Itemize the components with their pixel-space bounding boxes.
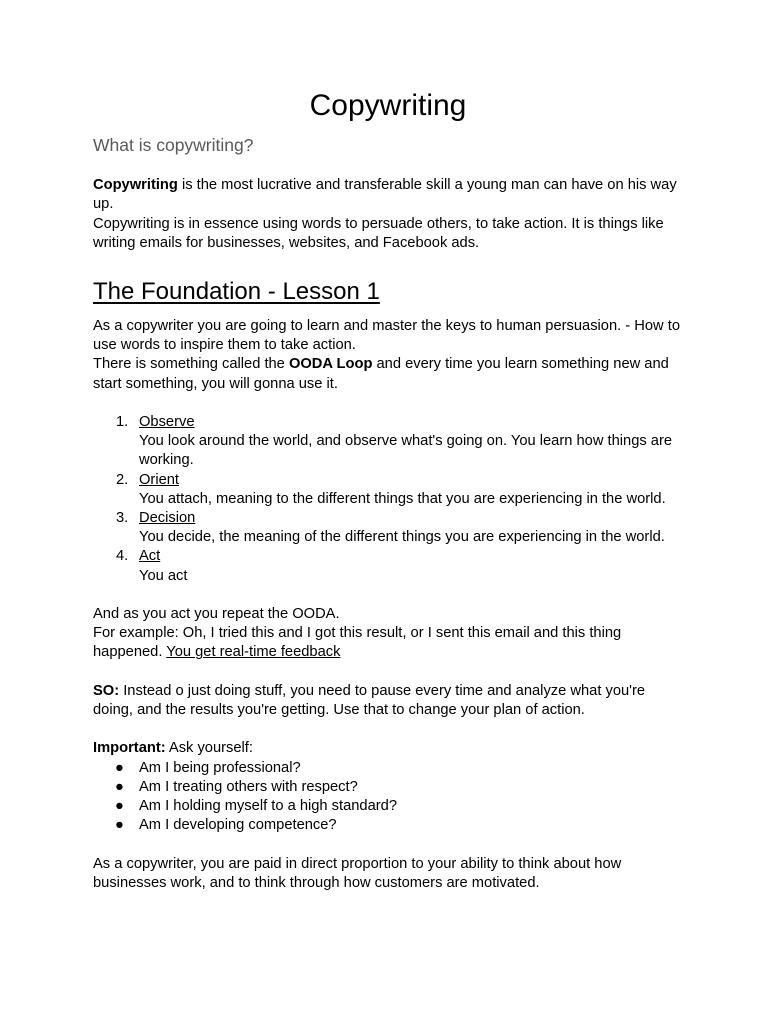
step-name: Observe bbox=[139, 414, 195, 430]
list-number: 4. bbox=[116, 548, 129, 565]
step-name: Orient bbox=[139, 471, 179, 488]
step-description: You look around the world, and observe what's going on. You learn how things are working. bbox=[139, 433, 673, 469]
list-item-text: Am I treating others with respect? bbox=[139, 778, 358, 795]
document-subtitle: What is copywriting? bbox=[93, 135, 254, 155]
list-item-text: Am I being professional? bbox=[139, 759, 301, 776]
list-item bbox=[115, 816, 683, 835]
bullet-icon: ● bbox=[115, 817, 124, 834]
document-title: Copywriting bbox=[309, 89, 467, 122]
spacer bbox=[93, 586, 683, 605]
so-paragraph bbox=[93, 682, 683, 720]
lesson-p2-after: and every time you learn something new and start something, you will gonna use it. bbox=[93, 356, 669, 392]
repeat-example-text: For example: Oh, I tried this and I got this result, or I sent this email and this thing happened. bbox=[93, 625, 622, 661]
lesson-paragraph-1: As a copywriter you are going to learn and master the keys to human persuasion. - How to use words to inspire them to take action. bbox=[93, 318, 680, 354]
document-page bbox=[93, 84, 683, 893]
step-description: You act bbox=[139, 567, 188, 584]
spacer bbox=[93, 720, 683, 739]
intro-paragraph-2: Copywriting is in essence using words to persuade others, to take action. It is things like writing emails for businesses, websites, and Facebook ads. bbox=[93, 215, 664, 251]
spacer bbox=[93, 157, 683, 176]
ooda-steps-list bbox=[93, 413, 683, 586]
list-item-text: Am I holding myself to a high standard? bbox=[139, 798, 397, 815]
ooda-loop-term: OODA Loop bbox=[288, 356, 373, 373]
ooda-step-orient bbox=[116, 471, 683, 509]
spacer bbox=[93, 663, 683, 682]
self-check-list bbox=[93, 759, 683, 836]
step-name: Act bbox=[139, 548, 161, 565]
step-description: You attach, meaning to the different things that you are experiencing in the world. bbox=[139, 490, 666, 507]
intro-bold-lead: Copywriting bbox=[93, 177, 178, 194]
ooda-step-observe bbox=[116, 413, 683, 471]
intro-paragraph-1 bbox=[93, 176, 683, 214]
bullet-icon: ● bbox=[115, 798, 124, 815]
spacer bbox=[93, 394, 683, 413]
list-item-text: Am I developing competence? bbox=[139, 817, 337, 834]
important-paragraph bbox=[93, 739, 683, 758]
realtime-feedback-text: You get real-time feedback bbox=[166, 644, 341, 661]
list-number: 2. bbox=[116, 471, 129, 488]
ooda-step-act bbox=[116, 547, 683, 585]
repeat-paragraph-2 bbox=[93, 624, 683, 662]
step-name: Decision bbox=[139, 510, 196, 527]
spacer bbox=[93, 835, 683, 854]
important-label: Important: bbox=[93, 740, 166, 757]
closing-paragraph: As a copywriter, you are paid in direct proportion to your ability to think about how businesses work, and to think through how customers are motivated. bbox=[93, 855, 622, 891]
so-label: SO: bbox=[93, 682, 120, 699]
so-text: Instead o just doing stuff, you need to pause every time and analyze what you're doing, and the results you're getting. Use that to change your plan of action. bbox=[93, 682, 646, 719]
step-description: You decide, the meaning of the different things you are experiencing in the world. bbox=[139, 529, 665, 546]
lesson-heading: The Foundation - Lesson 1 bbox=[93, 278, 380, 305]
bullet-icon: ● bbox=[115, 759, 124, 776]
list-item bbox=[115, 778, 683, 797]
bullet-icon: ● bbox=[115, 778, 124, 795]
intro-line1-text: is the most lucrative and transferable skill a young man can have on his way up. bbox=[93, 177, 677, 213]
repeat-paragraph-1: And as you act you repeat the OODA. bbox=[93, 606, 340, 623]
lesson-paragraph-2 bbox=[93, 355, 683, 393]
list-item bbox=[115, 759, 683, 778]
list-number: 3. bbox=[116, 510, 129, 527]
list-item bbox=[115, 797, 683, 816]
important-text: Ask yourself: bbox=[165, 740, 253, 757]
ooda-step-decision bbox=[116, 509, 683, 547]
list-number: 1. bbox=[116, 414, 129, 430]
lesson-p2-before: There is something called the bbox=[93, 356, 289, 373]
